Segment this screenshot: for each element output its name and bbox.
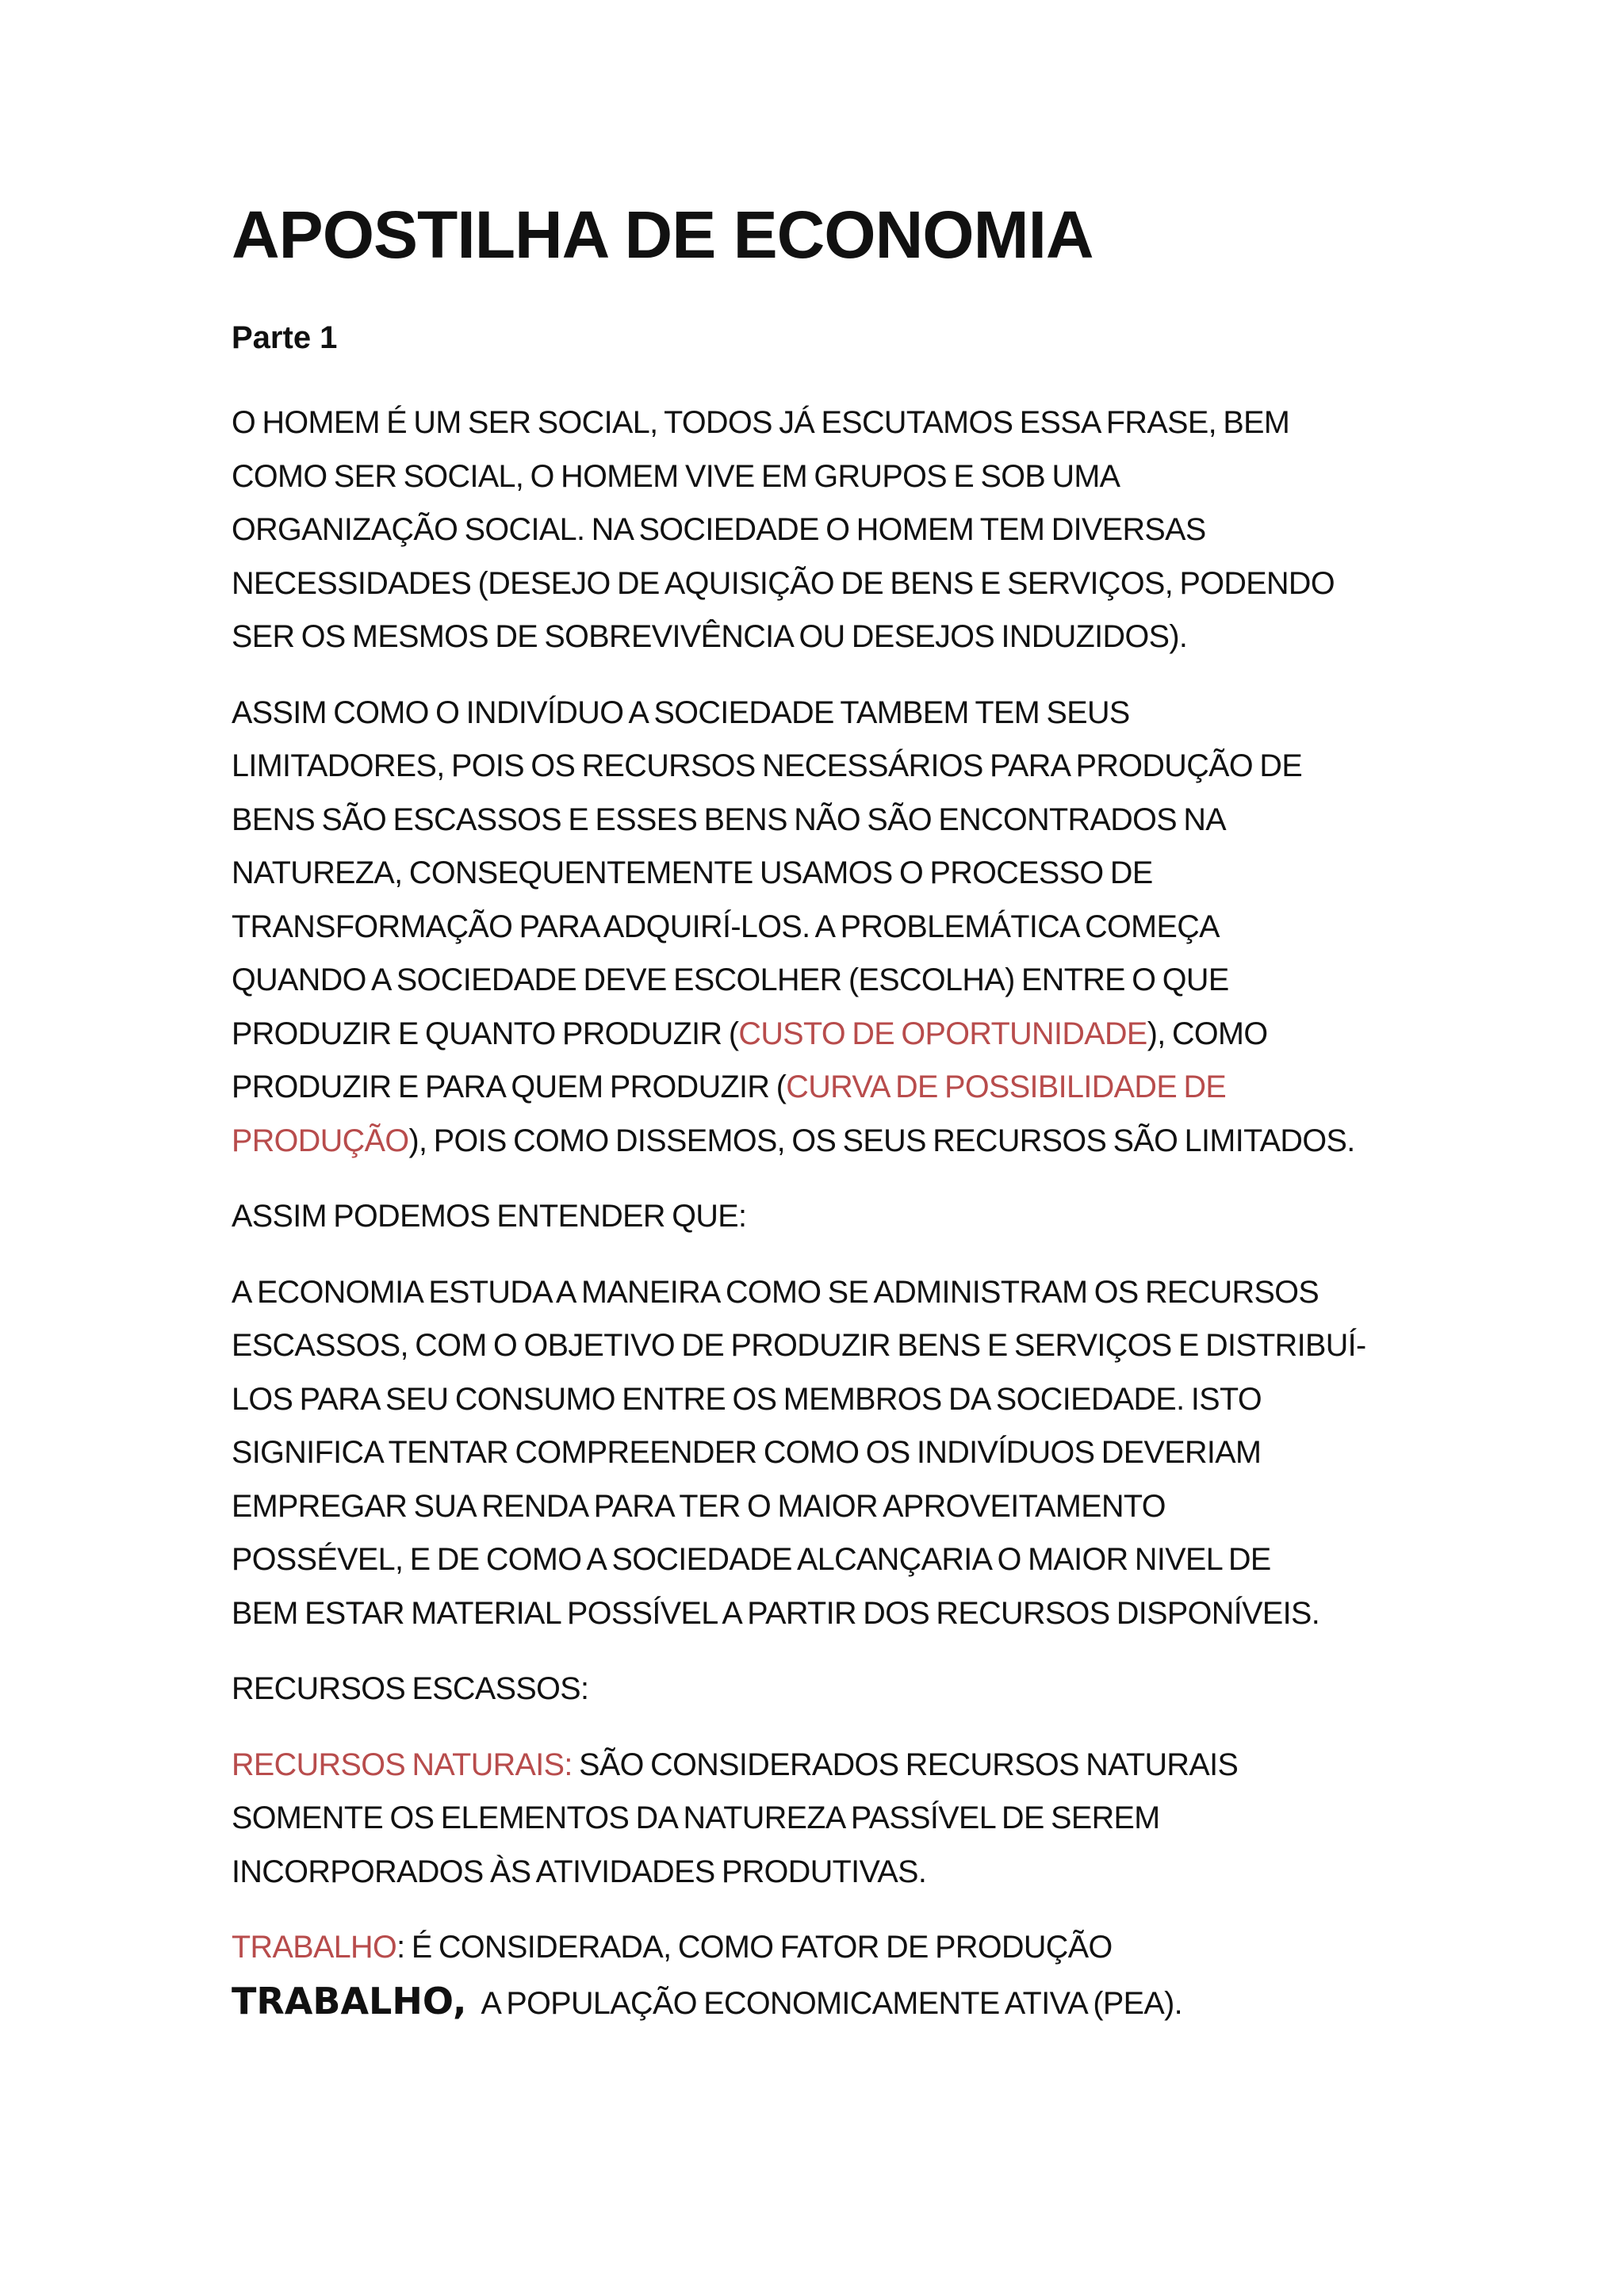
highlight-production: PRODUÇÃO: [232, 1123, 409, 1158]
text-segment: : É CONSIDERADA, COMO FATOR DE PRODUÇÃO: [396, 1930, 1113, 1965]
text-line: [232, 1061, 1405, 1115]
text-line: BEM ESTAR MATERIAL POSSÍVEL A PARTIR DOS RECURSOS DISPONÍVEIS.: [232, 1595, 1320, 1631]
text-line: [232, 1975, 1405, 2031]
text-segment: SÃO CONSIDERADOS RECURSOS NATURAIS: [572, 1747, 1239, 1782]
emphasis-labor: TRABALHO,: [232, 1979, 467, 2022]
text-segment: PRODUZIR E QUANTO PRODUZIR (: [232, 1016, 739, 1051]
text-line: ESCASSOS, COM O OBJETIVO DE PRODUZIR BENS E SERVIÇOS E DISTRIBUÍ-: [232, 1328, 1366, 1364]
text-line: BENS SÃO ESCASSOS E ESSES BENS NÃO SÃO ENCONTRADOS NA: [232, 802, 1227, 837]
text-line: QUANDO A SOCIEDADE DEVE ESCOLHER (ESCOLHA) ENTRE O QUE: [232, 962, 1229, 998]
text-line: ASSIM PODEMOS ENTENDER QUE:: [232, 1199, 747, 1234]
text-line: ORGANIZAÇÃO SOCIAL. NA SOCIEDADE O HOMEM TEM DIVERSAS: [232, 512, 1206, 548]
text-line: INCORPORADOS ÀS ATIVIDADES PRODUTIVAS.: [232, 1854, 927, 1889]
paragraph-labor: [232, 1921, 1405, 2030]
text-line: NATUREZA, CONSEQUENTEMENTE USAMOS O PROCESSO DE: [232, 855, 1153, 891]
text-line: TRANSFORMAÇÃO PARA ADQUIRÍ-LOS. A PROBLEMÁTICA COMEÇA: [232, 909, 1220, 944]
text-line: O HOMEM É UM SER SOCIAL, TODOS JÁ ESCUTAMOS ESSA FRASE, BEM: [232, 405, 1290, 441]
text-line: LOS PARA SEU CONSUMO ENTRE OS MEMBROS DA SOCIEDADE. ISTO: [232, 1381, 1262, 1417]
text-segment: ), COMO: [1147, 1016, 1268, 1051]
text-line: EMPREGAR SUA RENDA PARA TER O MAIOR APROVEITAMENTO: [232, 1488, 1166, 1524]
highlight-labor: TRABALHO: [232, 1930, 397, 1965]
text-line: [232, 1115, 1405, 1169]
highlight-production-possibility-curve: CURVA DE POSSIBILIDADE DE: [786, 1070, 1227, 1105]
text-line: A ECONOMIA ESTUDA A MANEIRA COMO SE ADMINISTRAM OS RECURSOS: [232, 1274, 1320, 1310]
paragraph-limitations: [232, 687, 1405, 1169]
text-line: NECESSIDADES (DESEJO DE AQUISIÇÃO DE BENS E SERVIÇOS, PODENDO: [232, 565, 1335, 601]
paragraph-economy-definition: [232, 1266, 1405, 1641]
text-line: SIGNIFICA TENTAR COMPREENDER COMO OS INDIVÍDUOS DEVERIAM: [232, 1435, 1262, 1471]
text-line: RECURSOS ESCASSOS:: [232, 1671, 589, 1707]
text-line: LIMITADORES, POIS OS RECURSOS NECESSÁRIOS PARA PRODUÇÃO DE: [232, 748, 1303, 784]
text-line: [232, 1921, 1405, 1975]
document-page: [232, 198, 1405, 2053]
text-line: [232, 1008, 1405, 1062]
text-segment: A POPULAÇÃO ECONOMICAMENTE ATIVA (PEA).: [481, 1985, 1183, 2021]
highlight-natural-resources: RECURSOS NATURAIS:: [232, 1747, 573, 1782]
document-title: APOSTILHA DE ECONOMIA: [232, 197, 1094, 272]
paragraph-scarce-resources: [232, 1663, 1405, 1716]
text-line: COMO SER SOCIAL, O HOMEM VIVE EM GRUPOS E SOB UMA: [232, 458, 1120, 494]
highlight-opportunity-cost: CUSTO DE OPORTUNIDADE: [738, 1016, 1147, 1051]
text-segment: ), POIS COMO DISSEMOS, OS SEUS RECURSOS SÃO LIMITADOS.: [408, 1123, 1355, 1158]
text-line: [232, 1739, 1405, 1793]
paragraph-natural-resources: [232, 1739, 1405, 1900]
paragraph-intro: [232, 1190, 1405, 1244]
text-line: POSSÉVEL, E DE COMO A SOCIEDADE ALCANÇARIA O MAIOR NIVEL DE: [232, 1542, 1271, 1578]
text-line: SOMENTE OS ELEMENTOS DA NATUREZA PASSÍVEL DE SEREM: [232, 1800, 1160, 1836]
text-line: SER OS MESMOS DE SOBREVIVÊNCIA OU DESEJOS INDUZIDOS).: [232, 619, 1188, 655]
part-label: Parte 1: [232, 320, 338, 356]
text-line: ASSIM COMO O INDIVÍDUO A SOCIEDADE TAMBEM TEM SEUS: [232, 695, 1130, 730]
text-segment: PRODUZIR E PARA QUEM PRODUZIR (: [232, 1070, 787, 1105]
paragraph-social-being: [232, 396, 1405, 664]
